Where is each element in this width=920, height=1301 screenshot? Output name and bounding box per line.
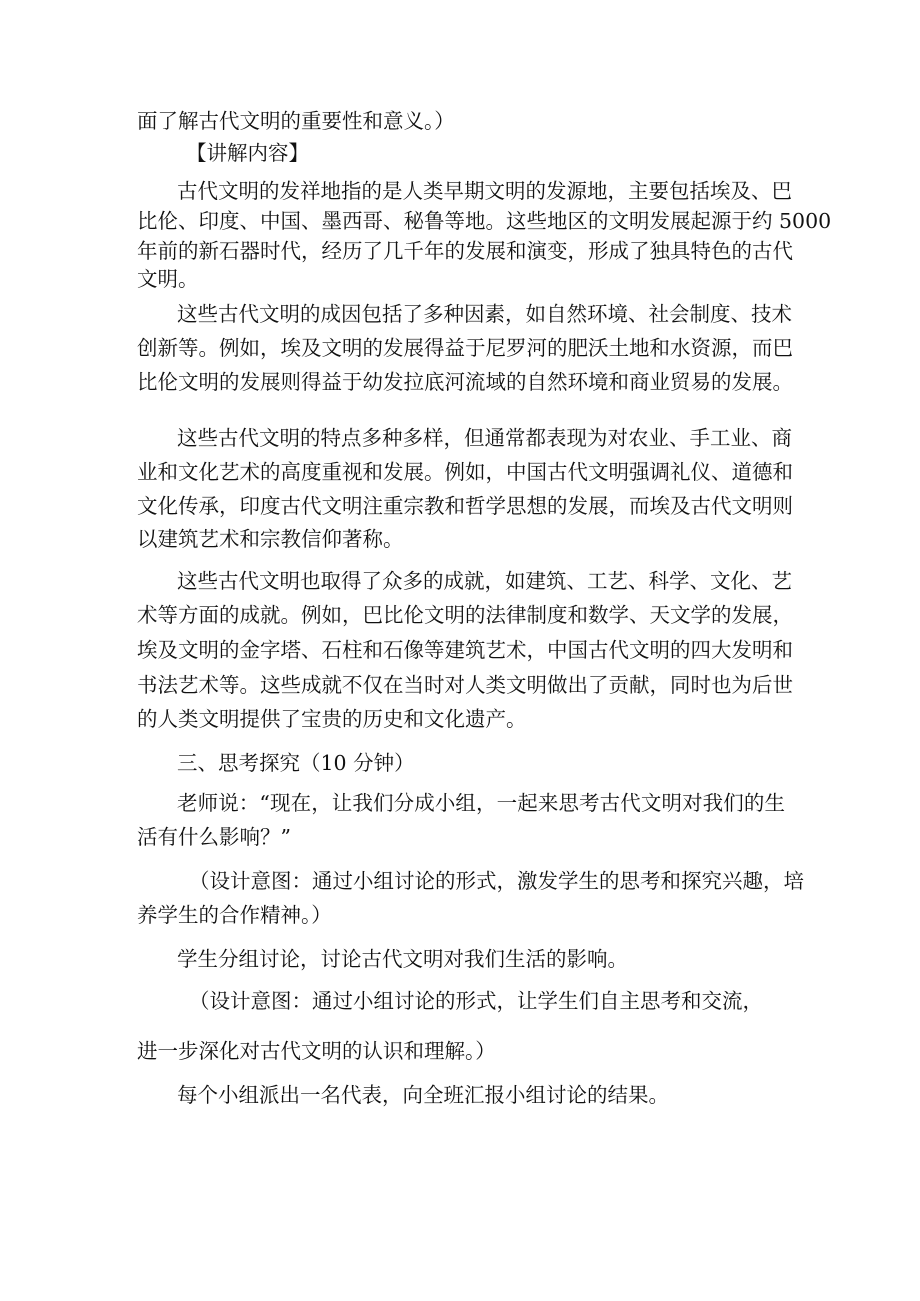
intro-tail: 面了解古代文明的重要性和意义。） [137, 109, 455, 133]
group-report: 每个小组派出一名代表，向全班汇报小组讨论的结果。 [177, 1083, 669, 1107]
text-line: 活有什么影响？” [137, 825, 291, 849]
text-line: 业和文化艺术的高度重视和发展。例如，中国古代文明强调礼仪、道德和 [137, 460, 793, 484]
section3-heading: 三、思考探究（10 分钟） [177, 751, 415, 775]
text-line: （设计意图：通过小组讨论的形式，让学生们自主思考和交流， [189, 989, 763, 1013]
text-line: 的人类文明提供了宝贵的历史和文化遗产。 [137, 707, 527, 731]
text-line: 书法艺术等。这些成就不仅在当时对人类文明做出了贡献，同时也为后世 [137, 673, 793, 697]
text-line: 术等方面的成就。例如，巴比伦文明的法律制度和数学、天文学的发展， [137, 603, 793, 627]
text-line: 年前的新石器时代，经历了几千年的发展和演变，形成了独具特色的古代 [137, 239, 793, 263]
student-activity: 学生分组讨论，讨论古代文明对我们生活的影响。 [177, 947, 628, 971]
section-heading: 【讲解内容】 [186, 141, 309, 165]
text-line: （设计意图：通过小组讨论的形式，激发学生的思考和探究兴趣，培 [189, 869, 804, 893]
text-line: 比伦文明的发展则得益于幼发拉底河流域的自然环境和商业贸易的发展。 [137, 370, 793, 394]
text-line: 老师说：“现在，让我们分成小组，一起来思考古代文明对我们的生 [177, 791, 785, 815]
text-line: 埃及文明的金字塔、石柱和石像等建筑艺术，中国古代文明的四大发明和 [137, 638, 793, 662]
text-line: 创新等。例如，埃及文明的发展得益于尼罗河的肥沃土地和水资源，而巴 [137, 336, 793, 360]
text-line: 古代文明的发祥地指的是人类早期文明的发源地，主要包括埃及、巴 [177, 179, 792, 203]
text-line: 这些古代文明的成因包括了多种因素，如自然环境、社会制度、技术 [177, 302, 792, 326]
text-line: 以建筑艺术和宗教信仰著称。 [137, 527, 404, 551]
text-line: 这些古代文明也取得了众多的成就，如建筑、工艺、科学、文化、艺 [177, 569, 792, 593]
text-line: 文化传承，印度古代文明注重宗教和哲学思想的发展，而埃及古代文明则 [137, 494, 793, 518]
text-line: 比伦、印度、中国、墨西哥、秘鲁等地。这些地区的文明发展起源于约 5000 [137, 209, 832, 233]
text-line: 进一步深化对古代文明的认识和理解。） [137, 1039, 496, 1063]
text-line: 文明。 [137, 267, 199, 291]
text-line: 这些古代文明的特点多种多样，但通常都表现为对农业、手工业、商 [177, 426, 792, 450]
text-line: 养学生的合作精神。） [137, 903, 332, 927]
